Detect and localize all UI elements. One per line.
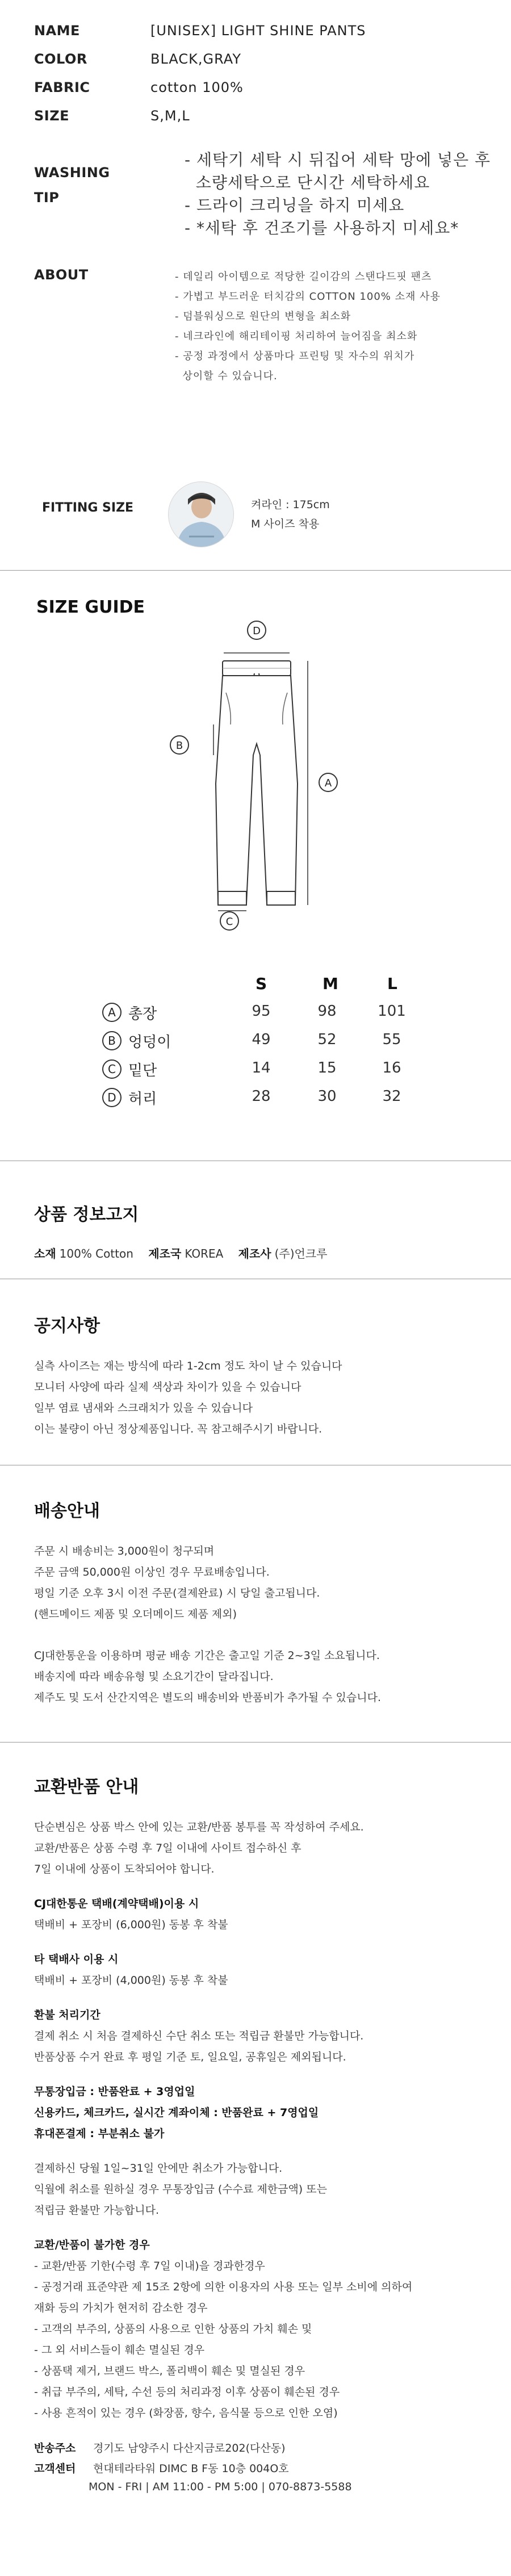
origin-value: KOREA [185, 1247, 224, 1260]
origin-label: 제조국 [148, 1247, 182, 1260]
color-value: BLACK,GRAY [150, 51, 242, 67]
about-lines [175, 267, 441, 386]
size-row-length [102, 999, 443, 1024]
washing-row [34, 149, 491, 251]
washing-label-tip: TIP [34, 190, 60, 206]
marker-a-label: A [324, 777, 332, 789]
value-s: 95 [252, 1003, 271, 1020]
no-return-title: 교환/반품이 불가한 경우 [34, 2239, 150, 2251]
divider [0, 1742, 511, 1743]
value-s: 49 [252, 1031, 271, 1048]
maker-value: (주)언크루 [274, 1247, 328, 1260]
shipping-line: 제주도 및 도서 산간지역은 별도의 배송비와 반품비가 추가될 수 있습니다. [34, 1691, 382, 1704]
name-label: NAME [34, 23, 80, 39]
value-m: 52 [317, 1031, 337, 1048]
size-row-hem [102, 1056, 443, 1081]
shipping-line: (핸드메이드 제품 및 오더메이드 제품 제외) [34, 1608, 237, 1620]
return-address-label: 반송주소 [34, 2442, 76, 2454]
exchange-title: 교환반품 안내 [34, 1777, 139, 1797]
row-marker: A [102, 1003, 122, 1022]
announcement-line: 이는 불량이 아닌 정상제품입니다. 꼭 참고해주시기 바랍니다. [34, 1423, 322, 1435]
other-courier-fee: 택배비 + 포장비 (4,000원) 동봉 후 착불 [34, 1974, 228, 1987]
row-label: 밑단 [128, 1062, 157, 1079]
shipping-line: 주문 시 배송비는 3,000원이 청구되며 [34, 1545, 215, 1557]
shipping-line: CJ대한통운을 이용하며 평균 배송 기간은 출고일 기준 2~3일 소요됩니다. [34, 1649, 380, 1662]
size-col-m: M [322, 974, 338, 993]
row-label: 허리 [128, 1091, 157, 1108]
about-line: 상이할 수 있습니다. [175, 370, 278, 382]
no-return-line: 재화 등의 가치가 현저히 감소한 경우 [34, 2302, 208, 2314]
cancel-month-line: 적립금 환불만 가능합니다. [34, 2204, 160, 2217]
refund-period-title: 환불 처리기간 [34, 2009, 100, 2021]
about-line: - 데일리 아이템으로 적당한 길이감의 스탠다드핏 팬츠 [175, 271, 432, 283]
marker-d-label: D [253, 625, 261, 637]
fitting-info [251, 495, 330, 534]
size-guide-title: SIZE GUIDE [36, 597, 145, 617]
row-marker: B [102, 1031, 122, 1050]
value-s: 28 [252, 1088, 271, 1105]
maker-label: 제조사 [238, 1247, 271, 1260]
value-l: 32 [382, 1088, 401, 1105]
no-return-line: - 공정거래 표준약관 제 15조 2항에 의한 이용자의 사용 또는 일부 소비에 의하여 [34, 2281, 413, 2293]
cuff-left [218, 891, 246, 905]
marker-c-label: C [225, 916, 233, 928]
shipping-line: 배송지에 따라 배송유형 및 소요기간이 달라집니다. [34, 1670, 274, 1683]
size-row-waist [102, 1084, 443, 1109]
size-value: S,M,L [150, 108, 190, 124]
washing-tips [185, 149, 491, 240]
no-return-line: - 취급 부주의, 세탁, 수선 등의 처리과정 이후 상품이 훼손된 경우 [34, 2386, 340, 2398]
material-value: 100% Cotton [59, 1247, 133, 1260]
product-notice-section [34, 1200, 483, 1261]
about-row [34, 267, 488, 397]
refund-line: 결제 취소 시 처음 결제하신 수단 취소 또는 적립금 환불만 가능합니다. [34, 2030, 364, 2042]
model-photo-icon [169, 482, 234, 547]
cancel-month-line: 결제하신 당월 1일~31일 안에만 취소가 가능합니다. [34, 2162, 283, 2175]
announcement-line: 일부 염료 냄새와 스크래치가 있을 수 있습니다 [34, 1402, 253, 1414]
row-label: 총장 [128, 1006, 157, 1023]
cancel-month-line: 익월에 취소를 원하실 경우 무통장입금 (수수료 제한금액) 또는 [34, 2183, 327, 2196]
name-value: [UNISEX] LIGHT SHINE PANTS [150, 23, 366, 39]
value-l: 101 [378, 1003, 406, 1020]
material-label: 소재 [34, 1247, 56, 1260]
cj-courier-fee: 택배비 + 포장비 (6,000원) 동봉 후 착불 [34, 1919, 228, 1931]
value-m: 30 [317, 1088, 337, 1105]
size-col-s: S [256, 974, 267, 993]
customer-center-label: 고객센터 [34, 2462, 76, 2475]
announcement-section [34, 1312, 483, 1440]
row-label: 엉덩이 [128, 1034, 171, 1051]
value-l: 55 [382, 1031, 401, 1048]
fabric-value: cotton 100% [150, 79, 244, 95]
washing-line: - 세탁기 세탁 시 뒤집어 세탁 망에 넣은 후 [185, 150, 491, 169]
announcement-title: 공지사항 [34, 1316, 100, 1336]
exchange-intro-line: 교환/반품은 상품 수령 후 7일 이내에 사이트 접수하신 후 [34, 1842, 301, 1854]
return-address-value: 경기도 남양주시 다산지금로202(다산동) [93, 2442, 286, 2454]
about-label: ABOUT [34, 267, 89, 283]
fabric-label: FABRIC [34, 79, 90, 95]
washing-label: WASHING [34, 165, 110, 181]
size-label: SIZE [34, 108, 70, 124]
announcement-line: 모니터 사양에 따라 실제 색상과 차이가 있을 수 있습니다 [34, 1381, 301, 1393]
announcement-line: 실측 사이즈는 재는 방식에 따라 1-2cm 정도 차이 날 수 있습니다 [34, 1360, 342, 1372]
shipping-title: 배송안내 [34, 1501, 100, 1521]
product-notice-line [34, 1245, 483, 1261]
washing-line: - *세탁 후 건조기를 사용하지 미세요* [185, 219, 459, 237]
no-return-line: - 사용 흔적이 있는 경우 (화장품, 향수, 음식물 등으로 인한 오염) [34, 2407, 338, 2419]
about-line: - 공정 과정에서 상품마다 프린팅 및 자수의 위치가 [175, 350, 415, 362]
no-return-line: - 그 외 서비스들이 훼손 멸실된 경우 [34, 2344, 205, 2356]
exchange-section [34, 1773, 483, 2502]
about-line: - 가볍고 부드러운 터치감의 COTTON 100% 소재 사용 [175, 291, 441, 303]
row-marker: C [102, 1059, 122, 1079]
washing-line: 소량세탁으로 단시간 세탁하세요 [185, 173, 430, 192]
color-label: COLOR [34, 51, 87, 67]
value-m: 15 [317, 1059, 337, 1077]
fitting-size-label: FITTING SIZE [42, 501, 134, 515]
row-marker: D [102, 1088, 122, 1107]
no-return-line: - 상품택 제거, 브랜드 박스, 폴리백이 훼손 및 멸실된 경우 [34, 2365, 305, 2377]
fitting-height: 켜라인 : 175cm [251, 499, 330, 511]
marker-b-label: B [175, 740, 183, 752]
cuff-right [267, 891, 295, 905]
about-line: - 덤블워싱으로 원단의 변형을 최소화 [175, 311, 351, 322]
value-l: 16 [382, 1059, 401, 1077]
card-payment-line: 신용카드, 체크카드, 실시간 계좌이체 : 반품완료 + 7영업일 [34, 2106, 319, 2119]
value-m: 98 [317, 1003, 337, 1020]
exchange-intro-line: 단순변심은 상품 박스 안에 있는 교환/반품 봉투를 꼭 작성하여 주세요. [34, 1821, 364, 1833]
product-notice-title: 상품 정보고지 [34, 1205, 139, 1225]
pants-outline [216, 676, 298, 904]
washing-line: - 드라이 크리닝을 하지 미세요 [185, 196, 405, 215]
customer-center-hours: MON - FRI | AM 11:00 - PM 5:00 | 070-8873-5588 [89, 2481, 352, 2493]
size-col-l: L [387, 974, 397, 993]
return-address-block [34, 2437, 483, 2502]
about-line: - 네크라인에 해리테이핑 처리하여 늘어짐을 최소화 [175, 330, 418, 342]
size-row-hip [102, 1028, 443, 1053]
other-courier-title: 타 택배사 이용 시 [34, 1953, 119, 1966]
model-avatar [168, 481, 234, 547]
divider [0, 570, 511, 571]
no-return-line: - 고객의 부주의, 상품의 사용으로 인한 상품의 가치 훼손 및 [34, 2323, 312, 2335]
pants-diagram [159, 613, 346, 931]
exchange-intro-line: 7일 이내에 상품이 도착되어야 합니다. [34, 1863, 215, 1875]
shipping-line: 평일 기준 오후 3시 이전 주문(결제완료) 시 당일 출고됩니다. [34, 1587, 320, 1599]
value-s: 14 [252, 1059, 271, 1077]
shipping-section [34, 1497, 483, 1708]
no-return-line: - 교환/반품 기한(수령 후 7일 이내)을 경과한경우 [34, 2260, 265, 2272]
customer-center-value: 현대테라타워 DIMC B F동 10층 004O호 [93, 2462, 289, 2475]
refund-line: 반품상품 수거 완료 후 평일 기준 토, 일요일, 공휴일은 제외됩니다. [34, 2051, 346, 2063]
shipping-line: 주문 금액 50,000원 이상인 경우 무료배송입니다. [34, 1566, 270, 1578]
cj-courier-title: CJ대한통운 택배(계약택배)이용 시 [34, 1898, 199, 1910]
bank-transfer-line: 무통장입금 : 반품완료 + 3영업일 [34, 2085, 195, 2098]
phone-payment-line: 휴대폰결제 : 부분취소 불가 [34, 2127, 165, 2140]
fitting-worn-size: M 사이즈 착용 [251, 518, 320, 530]
